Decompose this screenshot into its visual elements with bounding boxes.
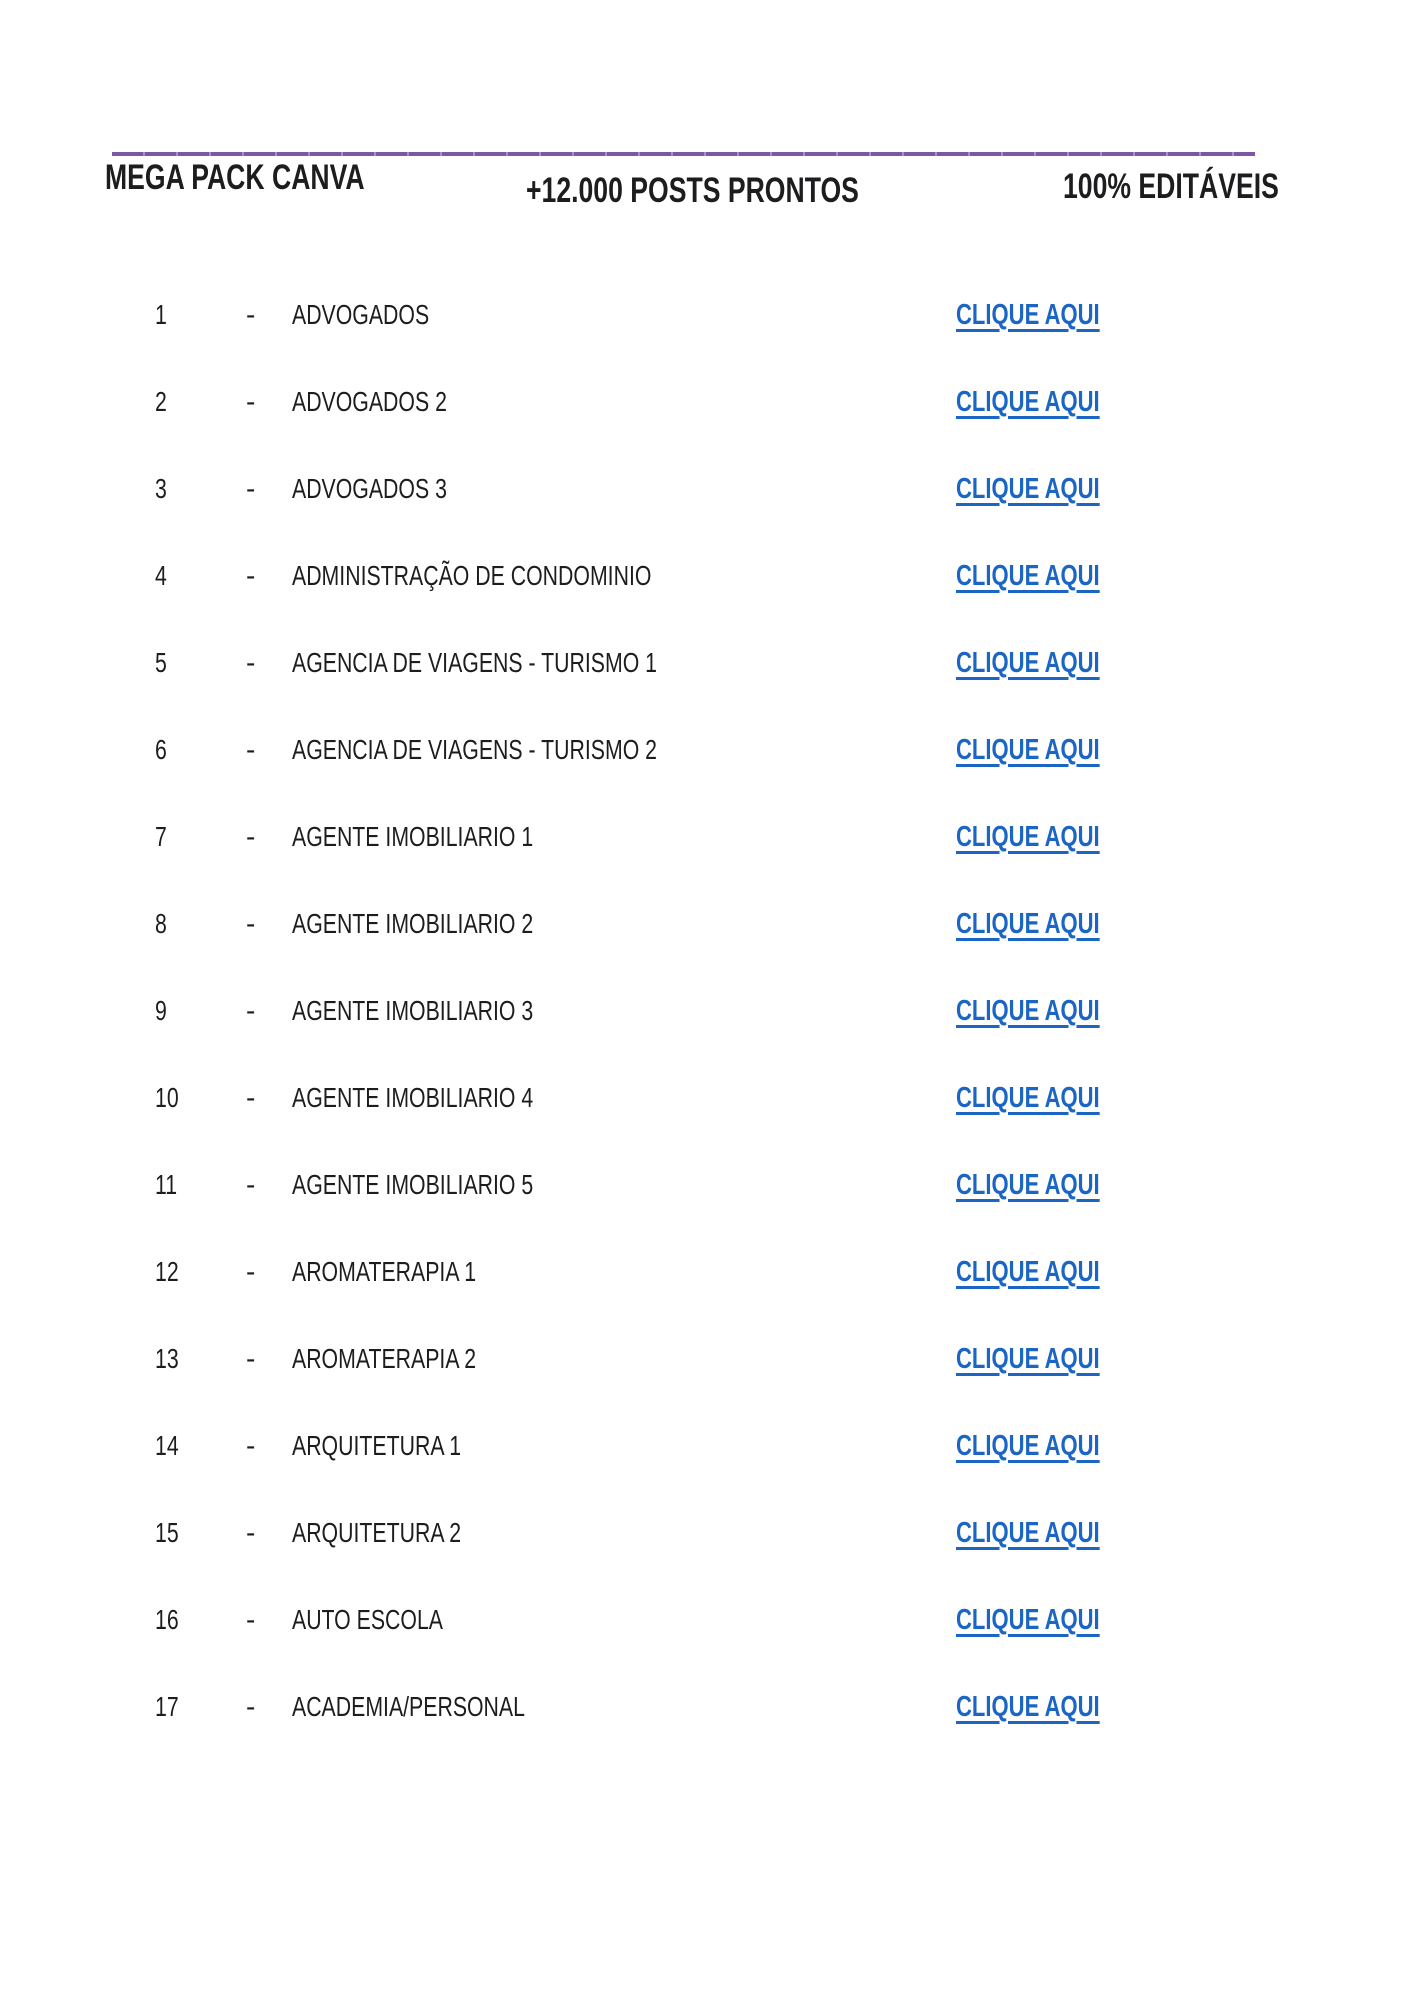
list-item — [0, 298, 1414, 342]
list-item — [0, 472, 1414, 516]
item-separator: - — [246, 1691, 256, 1722]
item-label: AGENTE IMOBILIARIO 5 — [292, 1169, 534, 1200]
item-separator: - — [246, 1517, 256, 1548]
item-number: 4 — [155, 560, 167, 591]
item-number: 16 — [155, 1604, 179, 1635]
clique-aqui-link[interactable]: CLIQUE AQUI — [956, 1082, 1100, 1114]
item-label: ARQUITETURA 1 — [292, 1430, 462, 1461]
item-label: AGENTE IMOBILIARIO 2 — [292, 908, 534, 939]
list-item — [0, 907, 1414, 951]
item-number: 8 — [155, 908, 167, 939]
item-label: ADMINISTRAÇÃO DE CONDOMINIO — [292, 560, 652, 591]
item-label: ARQUITETURA 2 — [292, 1517, 462, 1548]
clique-aqui-link[interactable]: CLIQUE AQUI — [956, 1343, 1100, 1375]
clique-aqui-link[interactable]: CLIQUE AQUI — [956, 1691, 1100, 1723]
item-separator: - — [246, 1604, 256, 1635]
item-label: ADVOGADOS 3 — [292, 473, 447, 504]
clique-aqui-link[interactable]: CLIQUE AQUI — [956, 1430, 1100, 1462]
item-label: AROMATERAPIA 2 — [292, 1343, 477, 1374]
list-item — [0, 820, 1414, 864]
item-label: AGENTE IMOBILIARIO 3 — [292, 995, 534, 1026]
item-label: ACADEMIA/PERSONAL — [292, 1691, 525, 1722]
clique-aqui-link[interactable]: CLIQUE AQUI — [956, 995, 1100, 1027]
clique-aqui-link[interactable]: CLIQUE AQUI — [956, 647, 1100, 679]
list-item — [0, 1429, 1414, 1473]
document-title: MEGA PACK CANVA — [105, 158, 365, 197]
clique-aqui-link[interactable]: CLIQUE AQUI — [956, 1256, 1100, 1288]
list-item — [0, 1342, 1414, 1386]
item-separator: - — [246, 299, 256, 330]
list-item — [0, 1255, 1414, 1299]
item-separator: - — [246, 647, 256, 678]
item-separator: - — [246, 1430, 256, 1461]
item-number: 3 — [155, 473, 167, 504]
clique-aqui-link[interactable]: CLIQUE AQUI — [956, 560, 1100, 592]
clique-aqui-link[interactable]: CLIQUE AQUI — [956, 1169, 1100, 1201]
clique-aqui-link[interactable]: CLIQUE AQUI — [956, 821, 1100, 853]
item-number: 6 — [155, 734, 167, 765]
item-separator: - — [246, 734, 256, 765]
item-number: 11 — [155, 1169, 178, 1200]
item-number: 10 — [155, 1082, 179, 1113]
list-item — [0, 1603, 1414, 1647]
item-label: AGENTE IMOBILIARIO 4 — [292, 1082, 534, 1113]
clique-aqui-link[interactable]: CLIQUE AQUI — [956, 734, 1100, 766]
header-badge: 100% EDITÁVEIS — [1063, 167, 1279, 206]
item-separator: - — [246, 1082, 256, 1113]
item-separator: - — [246, 908, 256, 939]
header-subtitle: +12.000 POSTS PRONTOS — [526, 171, 859, 210]
item-number: 13 — [155, 1343, 179, 1374]
list-item — [0, 646, 1414, 690]
item-separator: - — [246, 821, 256, 852]
item-label: ADVOGADOS 2 — [292, 386, 447, 417]
item-separator: - — [246, 560, 256, 591]
list-item — [0, 733, 1414, 777]
clique-aqui-link[interactable]: CLIQUE AQUI — [956, 473, 1100, 505]
item-number: 7 — [155, 821, 167, 852]
item-number: 14 — [155, 1430, 179, 1461]
item-label: AGENCIA DE VIAGENS - TURISMO 2 — [292, 734, 658, 765]
list-item — [0, 994, 1414, 1038]
item-separator: - — [246, 1169, 256, 1200]
list-item — [0, 1168, 1414, 1212]
item-label: AUTO ESCOLA — [292, 1604, 443, 1635]
item-label: AGENTE IMOBILIARIO 1 — [292, 821, 534, 852]
list-item — [0, 1690, 1414, 1734]
item-number: 2 — [155, 386, 167, 417]
clique-aqui-link[interactable]: CLIQUE AQUI — [956, 1604, 1100, 1636]
item-number: 1 — [155, 299, 167, 330]
item-number: 5 — [155, 647, 167, 678]
item-number: 12 — [155, 1256, 179, 1287]
item-separator: - — [246, 1256, 256, 1287]
item-separator: - — [246, 995, 256, 1026]
item-separator: - — [246, 386, 256, 417]
item-number: 15 — [155, 1517, 179, 1548]
list-item — [0, 559, 1414, 603]
list-item — [0, 1081, 1414, 1125]
item-label: AGENCIA DE VIAGENS - TURISMO 1 — [292, 647, 658, 678]
clique-aqui-link[interactable]: CLIQUE AQUI — [956, 386, 1100, 418]
item-number: 9 — [155, 995, 167, 1026]
clique-aqui-link[interactable]: CLIQUE AQUI — [956, 908, 1100, 940]
item-label: ADVOGADOS — [292, 299, 430, 330]
clique-aqui-link[interactable]: CLIQUE AQUI — [956, 1517, 1100, 1549]
item-separator: - — [246, 473, 256, 504]
item-separator: - — [246, 1343, 256, 1374]
item-label: AROMATERAPIA 1 — [292, 1256, 477, 1287]
item-number: 17 — [155, 1691, 179, 1722]
clique-aqui-link[interactable]: CLIQUE AQUI — [956, 299, 1100, 331]
list-item — [0, 1516, 1414, 1560]
list-item — [0, 385, 1414, 429]
